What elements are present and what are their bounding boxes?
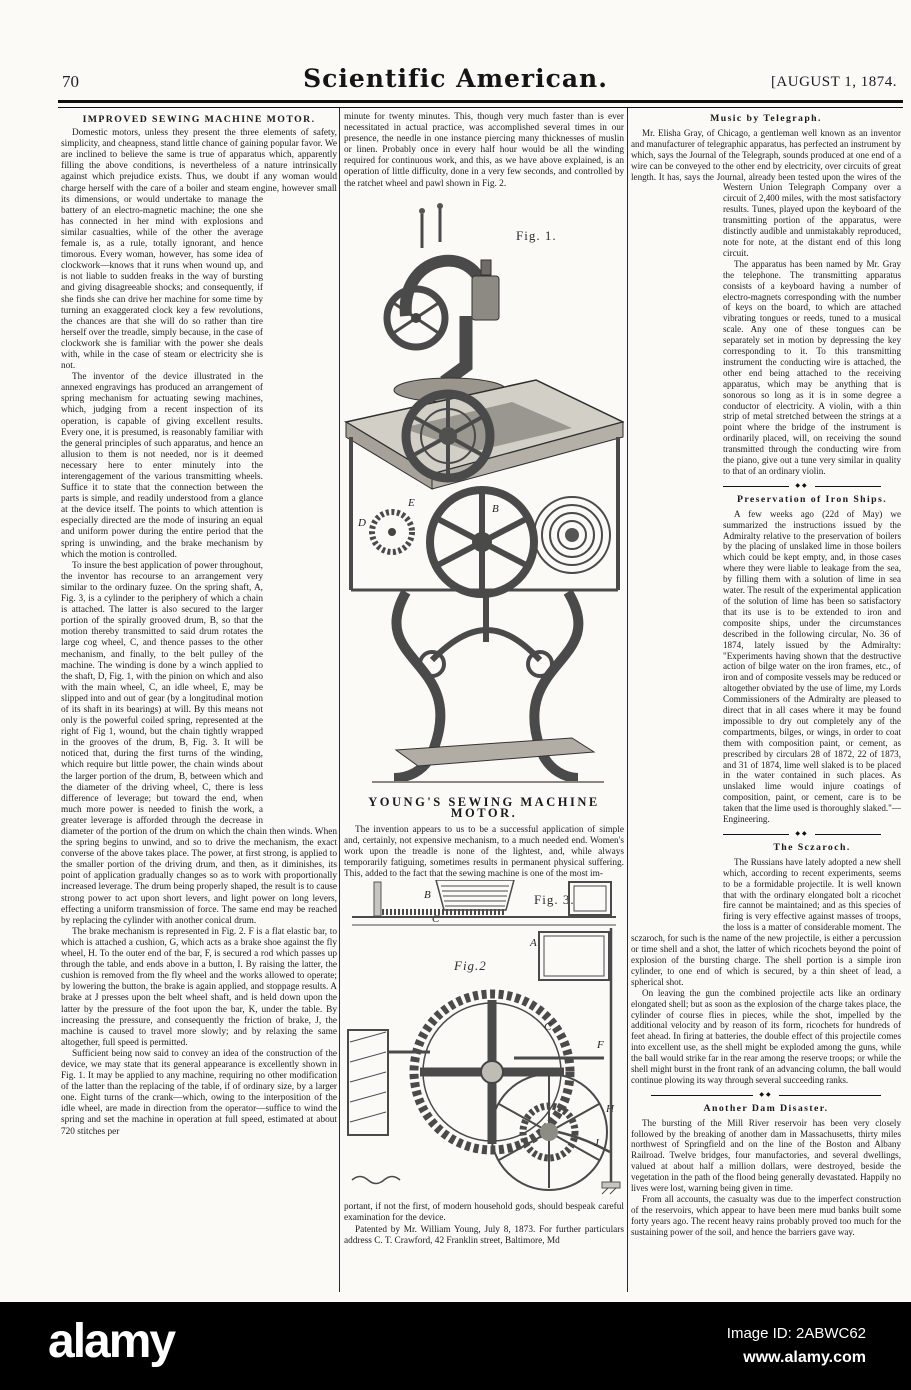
article-paragraph: The bursting of the Mill River reservoir has been very closely followed by the breaking of another dam in Massachusetts, thirty miles northwest of Springfield and on the line of the Boston and Albany Railroad. Twelve bridges, four manufactories, and several dwellings, valued at about half a million dollars, were destroyed, beside the vegetation in the path of the flood being generally devastated. Happily no lives were lost, warning being given in time. [631, 1117, 901, 1194]
divider-ornament-icon: ◆◆ [795, 481, 809, 489]
article-paragraph: From all accounts, the casualty was due to the imperfect construction of the reservoirs, which appear to have been mere mud banks built some forty years ago. The recent heavy rains probably proved too much for the sustaining power of the soil, and hence the barriers gave way. [631, 1194, 901, 1237]
section-divider [723, 481, 881, 492]
paragraph-text: over a circuit of 2,400 miles, with the most satisfactory results. Tunes, played upon the keyboard of the transmitting portion of the apparatus, were distinctly audible and unmistakably reproduced, note for note, at the distant end of this long circuit. [723, 182, 901, 258]
page-number: 70 [62, 72, 79, 91]
left-column [61, 112, 337, 1295]
fig2-fig3-mechanism-diagram [344, 880, 624, 1202]
divider-ornament-icon: ◆◆ [759, 1090, 773, 1098]
section-divider [651, 1090, 881, 1101]
engraving-intrusion-spacer [263, 195, 337, 823]
engraving-intrusion-spacer [631, 182, 723, 926]
fig2-part-label-j: J [594, 1137, 599, 1150]
paragraph-text: however small its dimensions, or would undertake to manage the battery of an electro-magnetic machine; the one she has connected in her mind with explosions and similar casualties, while of the other the average female is, as a rule, totally ignorant, and hence timorous. Every woman, however, has some idea of clockwork—knows that it runs when wound up, and is not liable to sudden freaks in the way of bursting and giving disagreeable shocks; and consequently, if she finds she can drive her machine for some time by turning an exaggerated clock key a few revolutions, the chances are that she will do so rather than tire herself over the treadle, simply because, in the case of clockwork she is familiar with the power she deals with, while in the case of steam or electricity she is not. [61, 183, 337, 372]
article-paragraph [631, 128, 901, 259]
article-paragraph: The Russians have lately adopted a new shell which, according to recent experiments, seems to be a formidable projectile. It is well known that with the ordinary elongated bolt a ricochet fire cannot be maintained; and as this species of firing is very effective against masses of troops, the loss is a matter of considerable moment. The sczaroch, for such is the name of the new projectile, is either a percussion or time shell and a shot, the latter of which ricochets beyond the point of explosion of the bursting charge. The shell portion is a simple iron cylinder, to one end of which is secured, by a thin sheet of lead, a spherical shot. [631, 856, 901, 987]
article-heading-another-dam-disaster: Another Dam Disaster. [703, 1103, 829, 1114]
fig1-part-label-b: B [492, 502, 499, 515]
fig1-part-label-d: D [358, 516, 366, 529]
article-paragraph: The inventor of the device illustrated in the annexed engravings has produced an arrangement of spring mechanism for actuating sewing machines, which, judging from a recent inspection of its operation, is capable of giving excellent results. Every one, it is presumed, is reasonably familiar with the general principles of such apparatus, and hence an allusion to them is not needed, nor is it deemed necessary here to enter minutely into the interengagement of the various transmitting wheels. Suffice it to state that the connection between the parts is simple, and readily understood from a glance at the device itself. The points to which attention is especially directed are the mode of insuring an equal and uniform power during the entire period that the spring is unwinding, and the brake mechanism by which the motion is controlled. [61, 372, 263, 560]
paragraph-text: Domestic motors, unless they present the three elements of safety, simplicity, and cheapness, stand little chance of gaining popular favor. We are inclined to believe the same is true of apparatus which, apparently filling the above conditions, is nevertheless of a nature intrinsically against which prejudice exists. Thus, we doubt if any woman would charge herself with the care of a boiler and steam engine, [61, 128, 337, 194]
article-paragraph: minute for twenty minutes. This, though very much faster than is ever necessitated in actual practice, was accomplished several times in our presence, the needle in one instance piercing many thicknesses of muslin or linen. Probably once in every half hour would be all the winding required for continuous work, and this, as we have above explained, is an operation of little difficulty, done in a very few seconds, and controlled by the ratchet wheel and pawl shown in Fig. 2. [344, 112, 624, 189]
article-heading-preservation-iron-ships: Preservation of Iron Ships. [736, 494, 888, 505]
fig3-part-label-c: C [432, 913, 440, 926]
fig2-part-label-h: H [606, 1103, 614, 1116]
alamy-logo: alamy [48, 1315, 175, 1368]
article-paragraph: A few weeks ago (22d of May) we summarized the instructions issued by the Admiralty relative to the preservation of boilers by the placing of unslaked lime in those boilers which could be kept empty, and, in those cases where they were liable to leakage from the sea, by filling them with a solution of lime in sea water. The result of the experimental application of the solution of lime has been so satisfactory that its use is to be extended to iron and composite ships, under the circumstances described in the following circular, No. 36 of 1874, lately issued by the Admiralty: "Experiments having shown that the destructive action of bilge water on the iron frames, etc., of iron and of composite vessels may be reduced or altogether obviated by the use of lime, my Lords Commissioners of the Admiralty are pleased to direct that in all cases where it may be found impossible to dry out completely any of the compartments, bilges, or wings, in order to coat them with composition paint, or cement, as prescribed by circulars 28 of 1872, 22 of 1873, and 31 of 1874, lime well slaked is to be placed in the water contained in such places. As unslaked lime would injure coatings of composition, paint, or cement, care is to be taken that the lime used is thoroughly slaked."—Engineering. [723, 508, 901, 825]
middle-column [344, 112, 624, 1295]
paragraph-text: Mr. Elisha Gray, of Chicago, a gentleman well known as an inventor and manufacturer of telegraphic apparatus, has perfected an instrument by which, says the Journal of the Telegraph, sounds produced at one end of a wire can be conveyed to the other end by electricity, over circuits of great length. It has, says the Journal, already been tested upon the wires of the Western Union Telegraph Company [631, 127, 901, 193]
article-paragraph: Sufficient being now said to convey an idea of the construction of the device, we may state that its general appearance is excellently shown in Fig. 1. It may be applied to any machine, requiring no other modification of the latter than the replacing of the table, if of ordinary size, by a larger one. Eight turns of the crank—which, owing to the interposition of the idle wheel, are made in direction from the operator—suffice to wind the spring and set the machine in operation at full speed, estimated at about 720 stitches per [61, 1048, 337, 1137]
article-paragraph: On leaving the gun the combined projectile acts like an ordinary elongated shell; but as soon as the explosion of the charge takes place, the cylinder of course flies in pieces, while the shot, impelled by the additional velocity and by reason of its form, ricochets for hundreds of feet ahead. In firing at batteries, the double effect of this projectile comes into excellent use, as the shell might be exploded among the guns, while the ball would strike far in the rear among the reserve troops; or while the shell might burst in the front rank of an advancing column, the ball would continue plowing its way through several succeeding ranks. [631, 987, 901, 1085]
alamy-url: www.alamy.com [743, 1349, 866, 1366]
fig1-sewing-machine-engraving [344, 190, 624, 790]
article-paragraph: Patented by Mr. William Young, July 8, 1873. For further particulars address C. T. Crawford, 42 Franklin street, Baltimore, Md [344, 1224, 624, 1246]
fig1-part-label-e: E [408, 496, 415, 509]
article-paragraph: portant, if not the first, of modern household gods, should bespeak careful examination for the device. [344, 1202, 624, 1224]
engraving-caption: YOUNG'S SEWING MACHINE MOTOR. [368, 794, 600, 820]
fig2-label: Fig.2 [454, 958, 487, 974]
column-divider-left [339, 108, 340, 1292]
article-paragraph: The brake mechanism is represented in Fig. 2. F is a flat elastic bar, to which is attached a cushion, G, which acts as a brake shoe against the fly wheel, H. To the outer end of the bar, F, is secured a rod which passes up through the table, and ends above in a button, I. By raising the latter, the cushion is removed from the fly wheel and the works allowed to operate; by lowering the button, the brake is again applied, and stoppage results. A brake at J presses upon the belt wheel shaft, and is held down upon the latter by the pressure of the foot upon the bar, K, under the table. By increasing the pressure, and consequently the friction of brake, J, the machine is caused to travel more slowly; and by relaxing the same altogether, full speed is permitted. [61, 926, 337, 1048]
article-paragraph: The invention appears to us to be a successful application of simple and, certainly, not expensive mechanism, to a much needed end. Women's work upon the treadle is none of the lightest, and, while always temporarily fatiguing, sometimes results in permanent physical suffering. This, added to the fact that the sewing machine is one of the most im- [344, 824, 624, 880]
watermark-bar [0, 1302, 911, 1390]
image-id: Image ID: 2ABWC62 [726, 1325, 866, 1342]
article-paragraph: The apparatus has been named by Mr. Gray the telephone. The transmitting apparatus consists of a keyboard having a number of electro-magnets corresponding with the number of keys on the board, to which are attached vibrating tongues or reeds, tuned to a musical scale. Any one of these tongues can be separately set in motion by depressing the key corresponding to it. To this transmitting instrument the conducting wire is attached, the other end being attached to the receiving apparatus, which may be anything that is sonorous so long as it is in some degree a conductor of electricity. A violin, with a thin strip of metal stretched between the strings at a point where the bridge of the instrument is ordinarily placed, will, on receiving the sound transmitted through the conducting wire from the piano, give out a tune very similar in quality to that of an ordinary violin. [723, 258, 901, 476]
fig2-part-label-c2: C [544, 1021, 552, 1034]
fig3-label: Fig. 3. [534, 892, 575, 908]
article-paragraph: To insure the best application of power throughout, the inventor has recourse to an arrangement very similar to the ordinary fuzee. On the spring shaft, A, Fig. 3, is a cylinder to the periphery of which a chain is attached. The latter is also secured to the larger portion of the spirally grooved drum, B, so that the motion thereby transmitted to said drum rotates the large cog wheel, C, and thence passes to the other mechanism, and finally, to the belt pulley of the machine. The winding is done by a winch applied to the shaft, D, Fig. 1, with the pinion on which and also with the main wheel, C, an idle wheel, E, may be slipped into and out of gear (by a longitudinal motion of its shaft in its bearings) at will. By this means not only is the powerful coiled spring, represented at the right of Fig 1, wound, but the chain tightly wrapped in the grooves of the drum, B, Fig. 3. It will be noticed that, during the first turns of the winding, which require but little power, the chain winds about the larger portion of the drum, B, between which and the diameter of the driving wheel, C, there is less difference of leverage; but toward the end, when much more power is needed to finish the work, a greater leverage is afforded through the decrease in diameter of the portion of the drum on which the chain then winds. When the spring begins to unwind, and so to drive the mechanism, the exact converse of the above takes place. The power, at first strong, is applied to the smaller portion of the driving drum, and then, as it diminishes, its point of application gradually changes so as to work with proportionally increased leverage. The drum being properly shaped, the result is to cause strong power to act upon short levers, and light power on long levers, effecting a uniform transmission of force. The same end may be reached by replacing the cylinder with another conical drum. [61, 560, 337, 926]
masthead-title: Scientific American. [303, 64, 608, 93]
article-heading-music-by-telegraph: Music by Telegraph. [710, 114, 822, 124]
fig2-part-label-a: A [530, 937, 537, 950]
fig2-part-label-f: F [597, 1039, 604, 1052]
article-heading-sczaroch: The Sczaroch. [773, 842, 851, 853]
fig1-label: Fig. 1. [516, 227, 557, 243]
fig3-part-label-b: B [424, 889, 431, 902]
issue-date: [AUGUST 1, 1874. [770, 74, 897, 90]
section-divider [723, 829, 881, 840]
article-heading-sewing-motor: IMPROVED SEWING MACHINE MOTOR. [82, 114, 316, 125]
right-column [631, 112, 901, 1295]
column-divider-right [627, 108, 628, 1292]
divider-ornament-icon: ◆◆ [795, 830, 809, 837]
watermark-meta [727, 1322, 866, 1370]
article-paragraph [61, 128, 337, 372]
header-rule [58, 100, 903, 108]
